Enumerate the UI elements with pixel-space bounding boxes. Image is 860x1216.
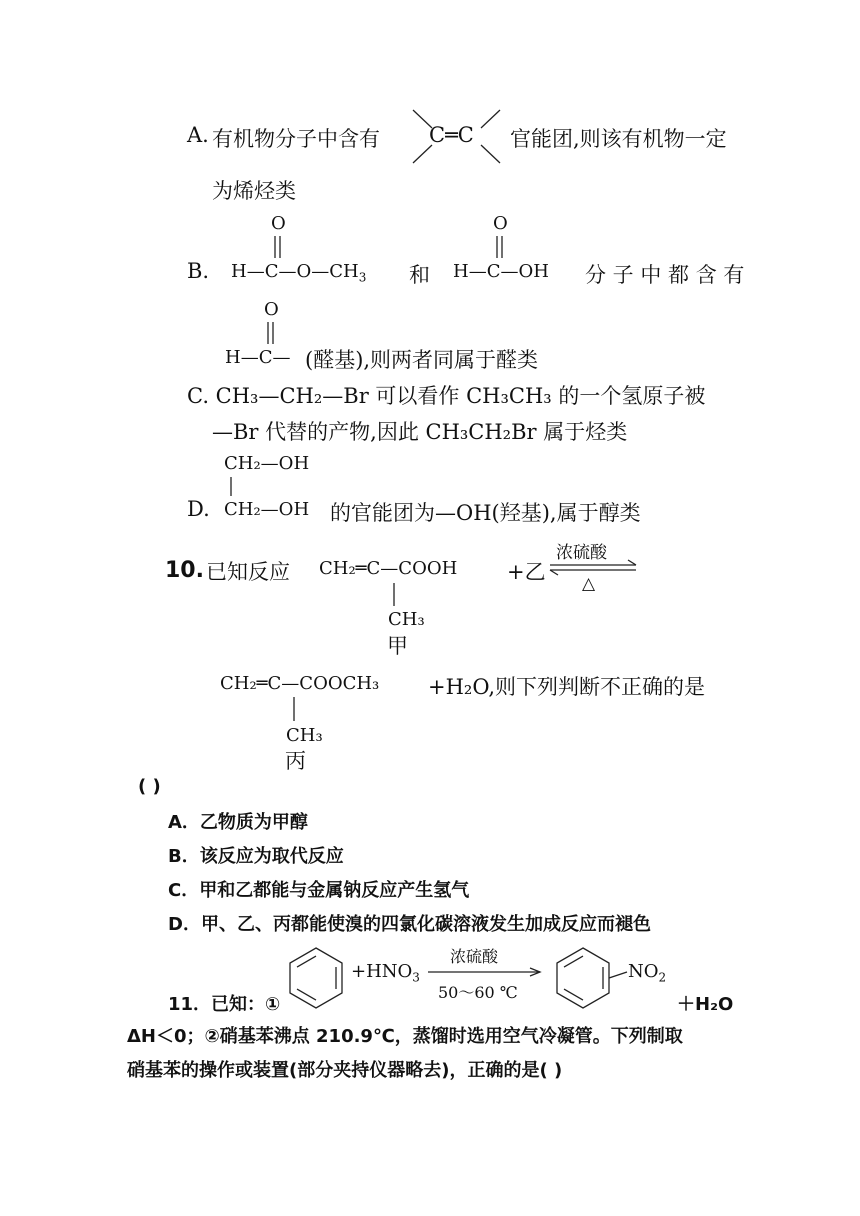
glycol-top-formula: CH₂—OH: [224, 453, 310, 474]
jia-methyl: CH₃: [388, 609, 425, 630]
option-a-text-end: 为烯烃类: [212, 179, 296, 203]
question-10-text-cont: +H₂O,则下列判断不正确的是: [428, 675, 705, 699]
compound-bing-formula: CH₂═C—COOCH₃: [220, 673, 380, 694]
alkene-bond-line: [413, 145, 432, 163]
bing-methyl: CH₃: [286, 725, 323, 746]
option-c-line2: —Br 代替的产物,因此 CH₃CH₂Br 属于烃类: [212, 420, 628, 444]
option-a: A．乙物质为甲醇: [168, 812, 308, 833]
option-c-line1: C. CH₃—CH₂—Br 可以看作 CH₃CH₃ 的一个氢原子被: [187, 384, 706, 408]
benzene-ring-inner: [296, 955, 336, 1001]
option-b-label: B.: [187, 259, 210, 283]
option-b-text-cont: (醛基),则两者同属于醛类: [305, 348, 539, 372]
option-d-label: D.: [187, 497, 210, 521]
reversible-arrow-head: [550, 570, 558, 575]
option-c: C．甲和乙都能与金属钠反应产生氢气: [168, 880, 470, 901]
nitro-group-formula: $NO_2$: [628, 961, 667, 985]
option-b: B．该反应为取代反应: [168, 846, 344, 867]
water-product: ＋H₂O: [677, 994, 734, 1015]
compound-bing-name: 丙: [285, 749, 306, 773]
option-a-label: A.: [187, 123, 209, 147]
formic-acid-formula: H—C—OH: [453, 261, 549, 282]
alkene-bond-line: [481, 145, 500, 163]
methyl-formate-formula: $H—C—O—CH_3$: [231, 261, 367, 285]
alkene-bond-line: [481, 110, 500, 128]
option-a-text: 有机物分子中含有: [212, 127, 380, 151]
carbonyl-oxygen: O: [264, 299, 279, 320]
option-d: D．甲、乙、丙都能使溴的四氯化碳溶液发生加成反应而褪色: [168, 914, 651, 935]
alkene-bond-line: [413, 110, 432, 128]
carbonyl-oxygen: O: [493, 213, 508, 234]
benzene-ring: [290, 948, 342, 1008]
option-b-text: 分 子 中 都 含 有: [585, 263, 745, 287]
question-10-text: 已知反应: [206, 560, 290, 584]
carbonyl-oxygen: O: [271, 213, 286, 234]
nitro-bond: [609, 972, 627, 978]
compound-jia-formula: CH₂═C—COOH: [319, 558, 458, 579]
benzene-ring: [557, 948, 609, 1008]
reaction-condition-catalyst: 浓硫酸: [556, 543, 607, 563]
reversible-arrow-head: [628, 560, 636, 565]
reactant-yi: +乙: [507, 560, 546, 584]
reaction-condition-catalyst: 浓硫酸: [450, 947, 499, 966]
alkene-formula: C═C: [429, 123, 474, 147]
option-d-text: 的官能团为—OH(羟基),属于醇类: [330, 501, 641, 525]
nitric-acid-formula: $+HNO_3$: [351, 961, 420, 985]
question-11-prefix: 11．已知：①: [168, 994, 281, 1015]
and-word: 和: [409, 263, 430, 287]
answer-blank: ( ): [138, 776, 161, 797]
question-11-line2: ΔH＜0；②硝基苯沸点 210.9℃，蒸馏时选用空气冷凝管。下列制取: [127, 1026, 683, 1047]
option-a-text-cont: 官能团,则该有机物一定: [510, 127, 727, 151]
aldehyde-group-formula: H—C—: [225, 347, 291, 368]
question-11-line3: 硝基苯的操作或装置(部分夹持仪器略去)，正确的是( ): [127, 1060, 563, 1081]
glycol-bottom-formula: CH₂—OH: [224, 499, 310, 520]
reaction-condition-heat: △: [582, 574, 596, 594]
question-10-number: 10.: [165, 558, 204, 583]
compound-jia-name: 甲: [387, 634, 408, 658]
reaction-condition-temperature: 50～60 ℃: [438, 983, 518, 1002]
